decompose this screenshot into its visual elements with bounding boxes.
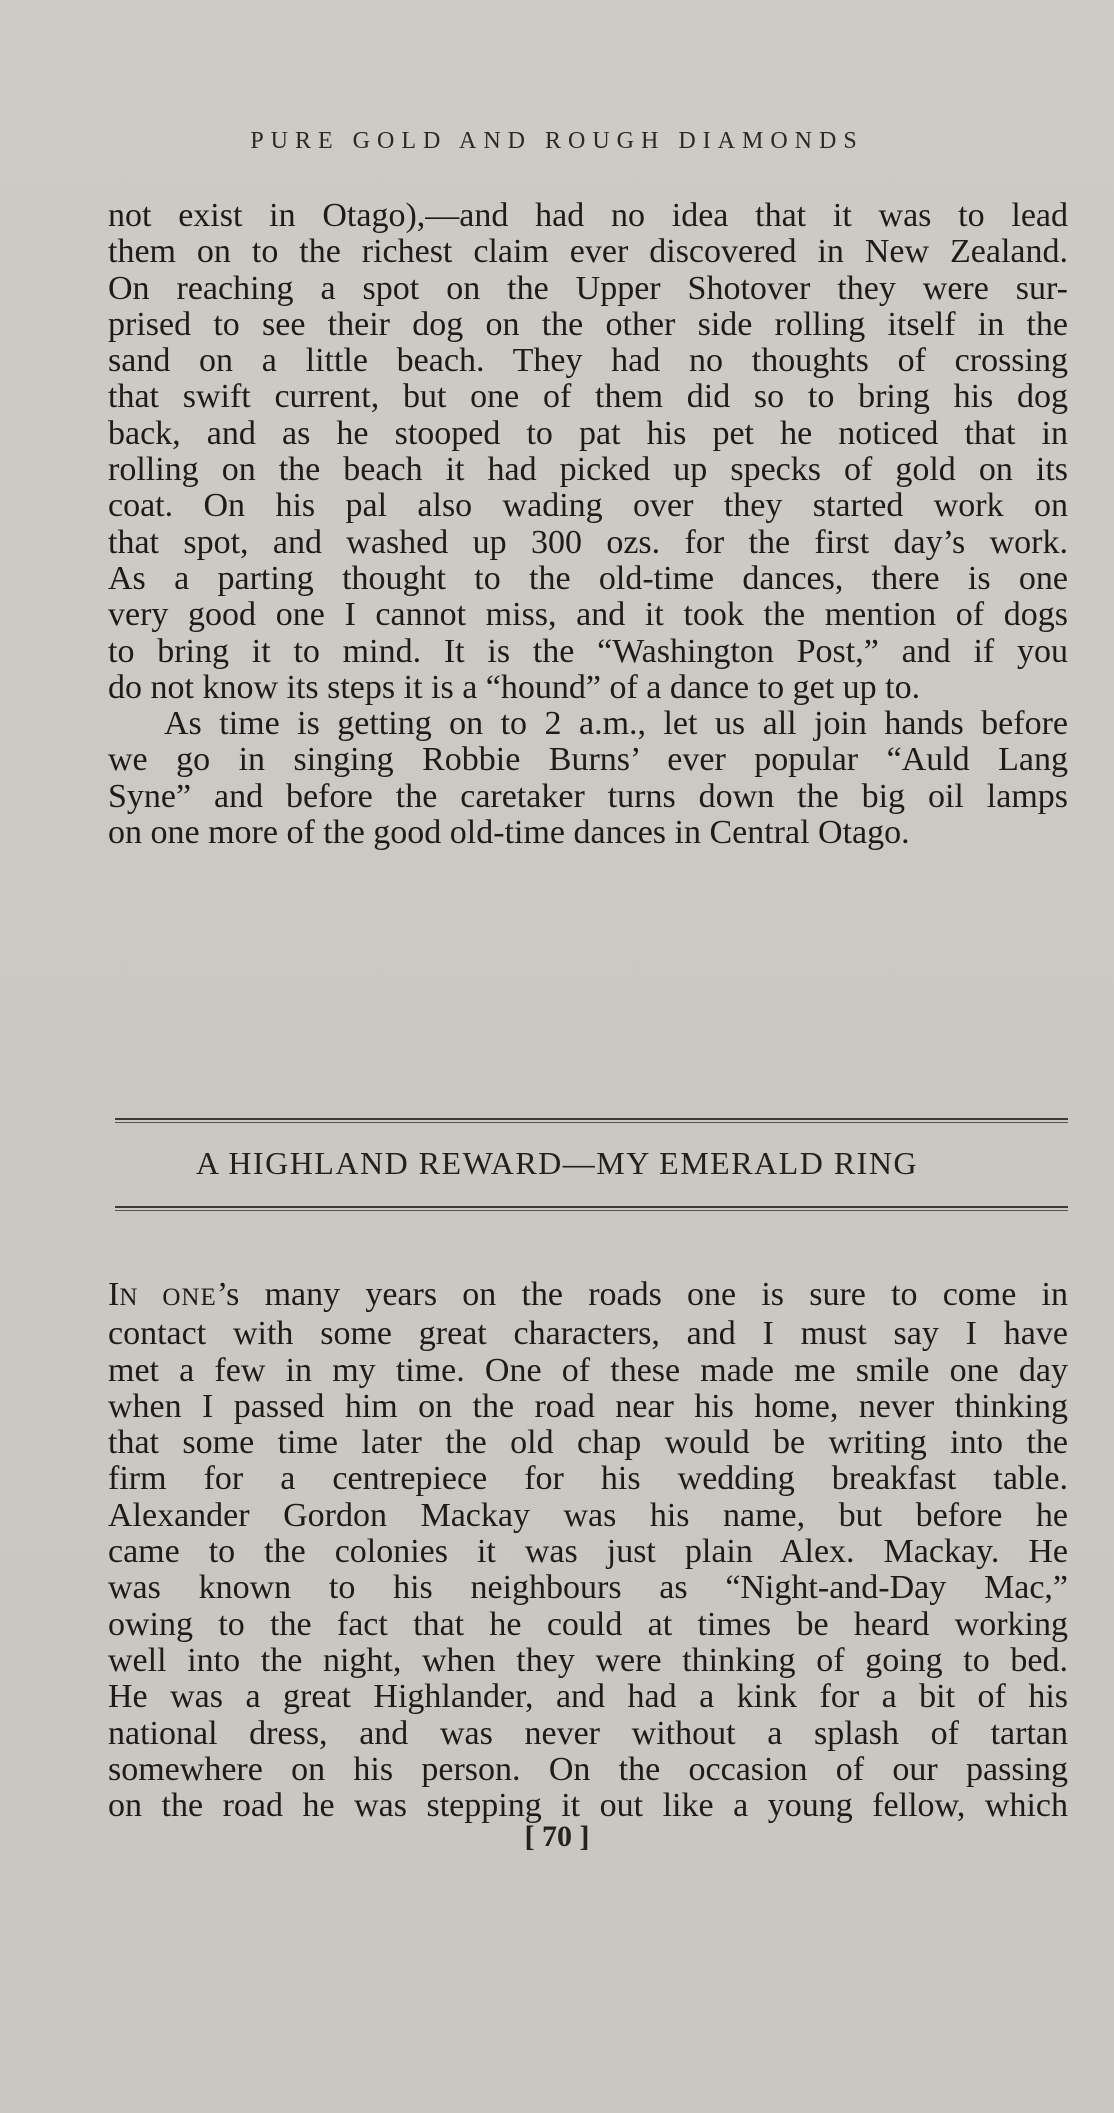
text-line: somewhere on his person. On the occasion of our passing (108, 1750, 1068, 1788)
text-line: to bring it to mind. It is the “Washington Post,” and if you (108, 632, 1068, 670)
text-line: we go in singing Robbie Burns’ ever popular “Auld Lang (108, 741, 1068, 779)
text-line: that spot, and washed up 300 ozs. for the first day’s work. (108, 523, 1068, 561)
text-line: national dress, and was never without a splash of tartan (108, 1714, 1068, 1752)
text-line: was known to his neighbours as “Night-and-Day Mac,” (108, 1569, 1068, 1607)
text-line: As time is getting on to 2 a.m., let us all join hands before (164, 705, 1068, 743)
text-line: on the road he was stepping it out like a young fellow, which (108, 1787, 1068, 1825)
section-2-text (108, 1277, 1068, 1824)
text-line: on one more of the good old-time dances in Central Otago. (108, 814, 910, 852)
text-line: rolling on the beach it had picked up specks of gold on its (108, 451, 1068, 489)
running-head: PURE GOLD AND ROUGH DIAMONDS (250, 128, 864, 154)
text-line: firm for a centrepiece for his wedding breakfast table. (108, 1460, 1068, 1498)
text-line: that swift current, but one of them did so to bring his dog (108, 378, 1068, 416)
page-number: [ 70 ] (524, 1820, 590, 1853)
text-line: contact with some great characters, and I must say I have (108, 1315, 1068, 1353)
first-line-rest: ’s many years on the roads one is sure to come in (216, 1276, 1068, 1313)
text-line: very good one I cannot miss, and it took the mention of dogs (108, 596, 1068, 634)
section-1-text (108, 198, 1068, 851)
text-line: Alexander Gordon Mackay was his name, but before he (108, 1496, 1068, 1534)
text-line: came to the colonies it was just plain Alex. Mackay. He (108, 1533, 1068, 1571)
text-line: them on to the richest claim ever discovered in New Zealand. (108, 233, 1068, 271)
text-line: coat. On his pal also wading over they started work on (108, 487, 1068, 525)
drop-cap: I (108, 1276, 120, 1313)
small-caps-lead: N ONE (119, 1284, 217, 1311)
text-line: back, and as he stooped to pat his pet he noticed that in (108, 414, 1068, 452)
text-line: when I passed him on the road near his home, never thinking (108, 1387, 1068, 1425)
section-rule-bottom (115, 1206, 1068, 1211)
text-line: On reaching a spot on the Upper Shotover they were sur- (108, 269, 1068, 307)
text-line: owing to the fact that he could at times be heard working (108, 1605, 1068, 1643)
text-line: well into the night, when they were thinking of going to bed. (108, 1641, 1068, 1679)
text-line: Syne” and before the caretaker turns down the big oil lamps (108, 777, 1068, 815)
text-line: As a parting thought to the old-time dances, there is one (108, 559, 1068, 597)
text-line: prised to see their dog on the other side rolling itself in the (108, 305, 1068, 343)
text-line: not exist in Otago),—and had no idea that it was to lead (108, 197, 1068, 234)
text-line: that some time later the old chap would be writing into the (108, 1424, 1068, 1462)
text-line: met a few in my time. One of these made me smile one day (108, 1351, 1068, 1389)
text-line: sand on a little beach. They had no thoughts of crossing (108, 342, 1068, 380)
section-title: A HIGHLAND REWARD—MY EMERALD RING (195, 1145, 919, 1181)
text-line-first (108, 1277, 1068, 1316)
text-line: do not know its steps it is a “hound” of a dance to get up to. (108, 668, 921, 706)
section-rule-top (115, 1118, 1068, 1123)
text-line: He was a great Highlander, and had a kink for a bit of his (108, 1678, 1068, 1716)
